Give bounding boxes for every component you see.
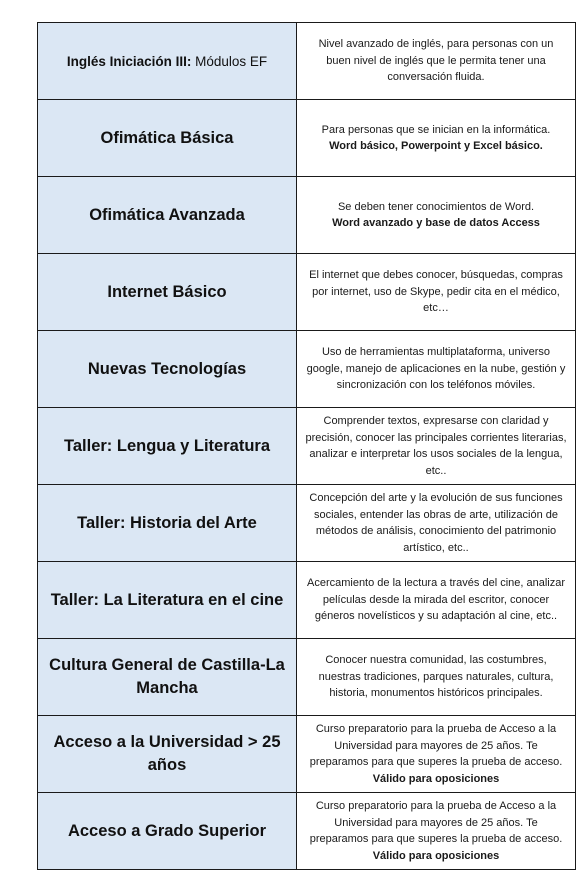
- course-description: [297, 716, 576, 793]
- course-description: [297, 177, 576, 254]
- course-description-highlight: Word básico, Powerpoint y Excel básico.: [329, 140, 543, 152]
- course-name-bold: Cultura General de Castilla-La Mancha: [49, 656, 285, 697]
- course-name-bold: Nuevas Tecnologías: [87, 359, 247, 378]
- course-description-text: Nivel avanzado de inglés, para personas con un buen nivel de inglés que le permita tener una conversación fluida.: [318, 38, 554, 84]
- table-row: [38, 716, 576, 793]
- course-name: [38, 177, 297, 254]
- course-description: [297, 562, 576, 639]
- course-name: [38, 639, 297, 716]
- course-description-text: Curso preparatorio para la prueba de Acceso a la Universidad para mayores de 25 años. Te preparamos para que superes la prueba de acceso.: [309, 723, 563, 768]
- table-row: [38, 100, 576, 177]
- course-name: [38, 485, 297, 562]
- course-description-highlight: Válido para oposiciones: [372, 772, 500, 785]
- course-name-bold: Taller: La Literatura en el cine: [50, 590, 284, 609]
- course-description-text: Comprender textos, expresarse con claridad y precisión, conocer las principales corrientes literarias, analizar e interpretar los usos sociales de la lengua, etc..: [305, 415, 567, 477]
- course-description: [297, 485, 576, 562]
- course-description-highlight: Word avanzado y base de datos Access: [332, 217, 540, 229]
- course-description-highlight: Válido para oposiciones: [372, 849, 500, 862]
- course-name-bold: Acceso a Grado Superior: [67, 821, 267, 840]
- course-description-text: Concepción del arte y la evolución de sus funciones sociales, entender las obras de arte, utilización de métodos de análisis, conocimiento del patrimonio artístico, etc..: [309, 492, 563, 554]
- course-description-text: Acercamiento de la lectura a través del cine, analizar películas desde la mirada del escritor, conocer géneros novelísticos y su adaptación al cine, etc..: [306, 577, 566, 623]
- course-table: [37, 22, 576, 870]
- course-name: [38, 716, 297, 793]
- course-description: [297, 331, 576, 408]
- table-row: [38, 331, 576, 408]
- course-description-text: Para personas que se inician en la informática.: [321, 123, 551, 136]
- table-row: [38, 408, 576, 485]
- course-description: [297, 793, 576, 870]
- course-description: [297, 408, 576, 485]
- course-name-bold: Ofimática Avanzada: [89, 205, 245, 224]
- table-row: [38, 485, 576, 562]
- table-row: [38, 254, 576, 331]
- course-description-text: El internet que debes conocer, búsquedas, compras por internet, uso de Skype, pedir cita en el médico, etc…: [309, 269, 563, 315]
- course-name: [38, 562, 297, 639]
- course-description: [297, 254, 576, 331]
- course-description: [297, 100, 576, 177]
- table-row: [38, 23, 576, 100]
- course-name: [38, 100, 297, 177]
- table-row: [38, 639, 576, 716]
- course-description-text: Uso de herramientas multiplataforma, universo google, manejo de aplicaciones en la nube, gestión y sincronización con los teléfonos móviles.: [306, 346, 566, 392]
- table-row: [38, 177, 576, 254]
- course-name: [38, 408, 297, 485]
- course-description: [297, 639, 576, 716]
- course-description: [297, 23, 576, 100]
- course-name-bold: Acceso a la Universidad > 25 años: [53, 733, 281, 774]
- course-name: [38, 793, 297, 870]
- course-name: [38, 254, 297, 331]
- course-description-text: Conocer nuestra comunidad, las costumbres, nuestras tradiciones, parques naturales, cultura, historia, monumentos históricos principales.: [318, 654, 554, 700]
- course-name-bold: Taller: Lengua y Literatura: [64, 436, 270, 455]
- course-name-bold: Ofimática Básica: [100, 128, 234, 147]
- course-description-text: Se deben tener conocimientos de Word.: [337, 200, 535, 213]
- course-description-text: Curso preparatorio para la prueba de Acceso a la Universidad para mayores de 25 años. Te preparamos para que superes la prueba de acceso.: [309, 800, 563, 845]
- course-name-bold: Inglés Iniciación III:: [66, 53, 192, 69]
- course-name-plain: Módulos EF: [191, 53, 268, 69]
- course-name-bold: Taller: Historia del Arte: [77, 513, 257, 532]
- course-name: [38, 23, 297, 100]
- course-name-bold: Internet Básico: [107, 282, 227, 301]
- table-row: [38, 562, 576, 639]
- table-row: [38, 793, 576, 870]
- course-name: [38, 331, 297, 408]
